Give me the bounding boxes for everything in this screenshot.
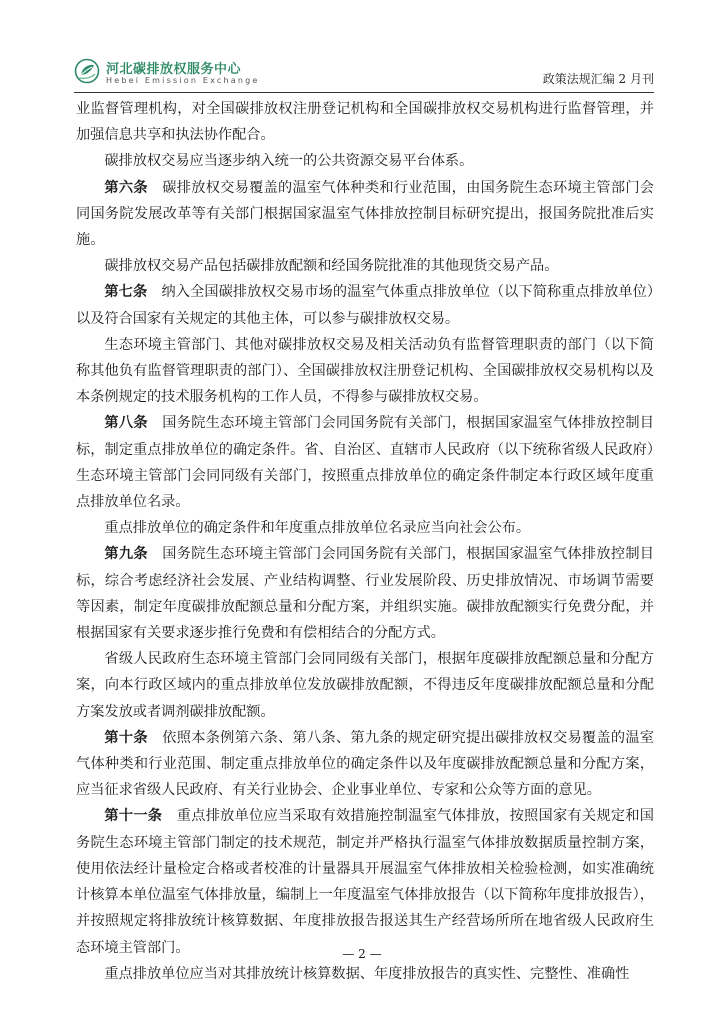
article-paragraph [76, 279, 654, 331]
paragraph-text: 国务院生态环境主管部门会同国务院有关部门，根据国家温室气体排放控制目标，综合考虑经济社会发展、产业结构调整、行业发展阶段、历史排放情况、市场调节需要等因素，制定年度碳排放配额总量和分配方案，并组织实施。碳排放配额实行免费分配，并根据国家有关要求逐步推行免费和有偿相结合的分配方式。 [76, 546, 654, 642]
article-number: 第十一条 [104, 808, 163, 825]
org-name-en: Hebei Emission Exchange [106, 76, 260, 85]
paragraph-text: 国务院生态环境主管部门会同国务院有关部门，根据国家温室气体排放控制目标，制定重点排放单位的确定条件。省、自治区、直辖市人民政府（以下统称省级人民政府）生态环境主管部门会同同级有关部门，按照重点排放单位的确定条件制定本行政区域年度重点排放单位名录。 [76, 415, 654, 511]
article-number: 第七条 [104, 284, 148, 301]
article-paragraph [76, 803, 654, 960]
document-body [76, 96, 654, 987]
paragraph-text: 纳入全国碳排放权交易市场的温室气体重点排放单位（以下简称重点排放单位）以及符合国家有关规定的其他主体，可以参与碳排放权交易。 [76, 284, 654, 327]
paragraph-text: 重点排放单位的确定条件和年度重点排放单位名录应当向社会公布。 [104, 520, 531, 537]
paragraph-text: 碳排放权交易产品包括碳排放配额和经国务院批准的其他现货交易产品。 [104, 258, 559, 275]
paragraph-text: 重点排放单位应当采取有效措施控制温室气体排放，按照国家有关规定和国务院生态环境主管部门制定的技术规范，制定并严格执行温室气体排放数据质量控制方案，使用依法经计量检定合格或者校准的计量器具开展温室气体排放相关检验检测，如实准确统计核算本单位温室气体排放量，编制上一年度温室气体排放报告（以下简称年度排放报告），并按照规定将排放统计核算数据、年度排放报告报送其生产经营场所所在地省级人民政府生态环境主管部门。 [76, 808, 654, 956]
page-number: — 2 — [342, 947, 382, 961]
paragraph-text: 依照本条例第六条、第八条、第九条的规定研究提出碳排放权交易覆盖的温室气体种类和行业范围、制定重点排放单位的确定条件以及年度碳排放配额总量和分配方案，应当征求省级人民政府、有关行业协会、企业事业单位、专家和公众等方面的意见。 [76, 729, 654, 799]
paragraph-text: 重点排放单位应当对其排放统计核算数据、年度排放报告的真实性、完整性、准确性 [104, 965, 630, 982]
header-divider [74, 92, 654, 93]
page-header [74, 56, 654, 92]
paragraph [76, 148, 654, 174]
paragraph [76, 961, 654, 987]
paragraph [76, 515, 654, 541]
paragraph [76, 253, 654, 279]
paragraph [76, 96, 654, 148]
leaf-logo-icon [74, 58, 100, 84]
article-number: 第十条 [104, 729, 148, 746]
article-paragraph [76, 410, 654, 515]
paragraph-text: 生态环境主管部门、其他对碳排放权交易及相关活动负有监督管理职责的部门（以下简称其他负有监督管理职责的部门）、全国碳排放权注册登记机构、全国碳排放权交易机构以及本条例规定的技术服务机构的工作人员，不得参与碳排放权交易。 [76, 336, 654, 406]
article-paragraph [76, 175, 654, 254]
paragraph-text: 省级人民政府生态环境主管部门会同同级有关部门，根据年度碳排放配额总量和分配方案，向本行政区域内的重点排放单位发放碳排放配额，不得违反年度碳排放配额总量和分配方案发放或者调剂碳排放配额。 [76, 651, 654, 720]
article-paragraph [76, 725, 654, 804]
paragraph-text: 业监督管理机构，对全国碳排放权注册登记机构和全国碳排放权交易机构进行监督管理，并加强信息共享和执法协作配合。 [76, 101, 654, 144]
article-paragraph [76, 541, 654, 646]
article-number: 第八条 [104, 415, 148, 432]
paragraph-text: 碳排放权交易覆盖的温室气体种类和行业范围，由国务院生态环境主管部门会同国务院发展改革等有关部门根据国家温室气体排放控制目标研究提出，报国务院批准后实施。 [76, 179, 654, 249]
article-number: 第九条 [104, 546, 148, 563]
publication-title: 政策法规汇编 2 月刊 [542, 72, 654, 86]
article-number: 第六条 [104, 179, 148, 196]
org-name-cn: 河北碳排放权服务中心 [106, 62, 242, 77]
paragraph-text: 碳排放权交易应当逐步纳入统一的公共资源交易平台体系。 [104, 153, 474, 170]
paragraph [76, 646, 654, 725]
paragraph [76, 332, 654, 411]
